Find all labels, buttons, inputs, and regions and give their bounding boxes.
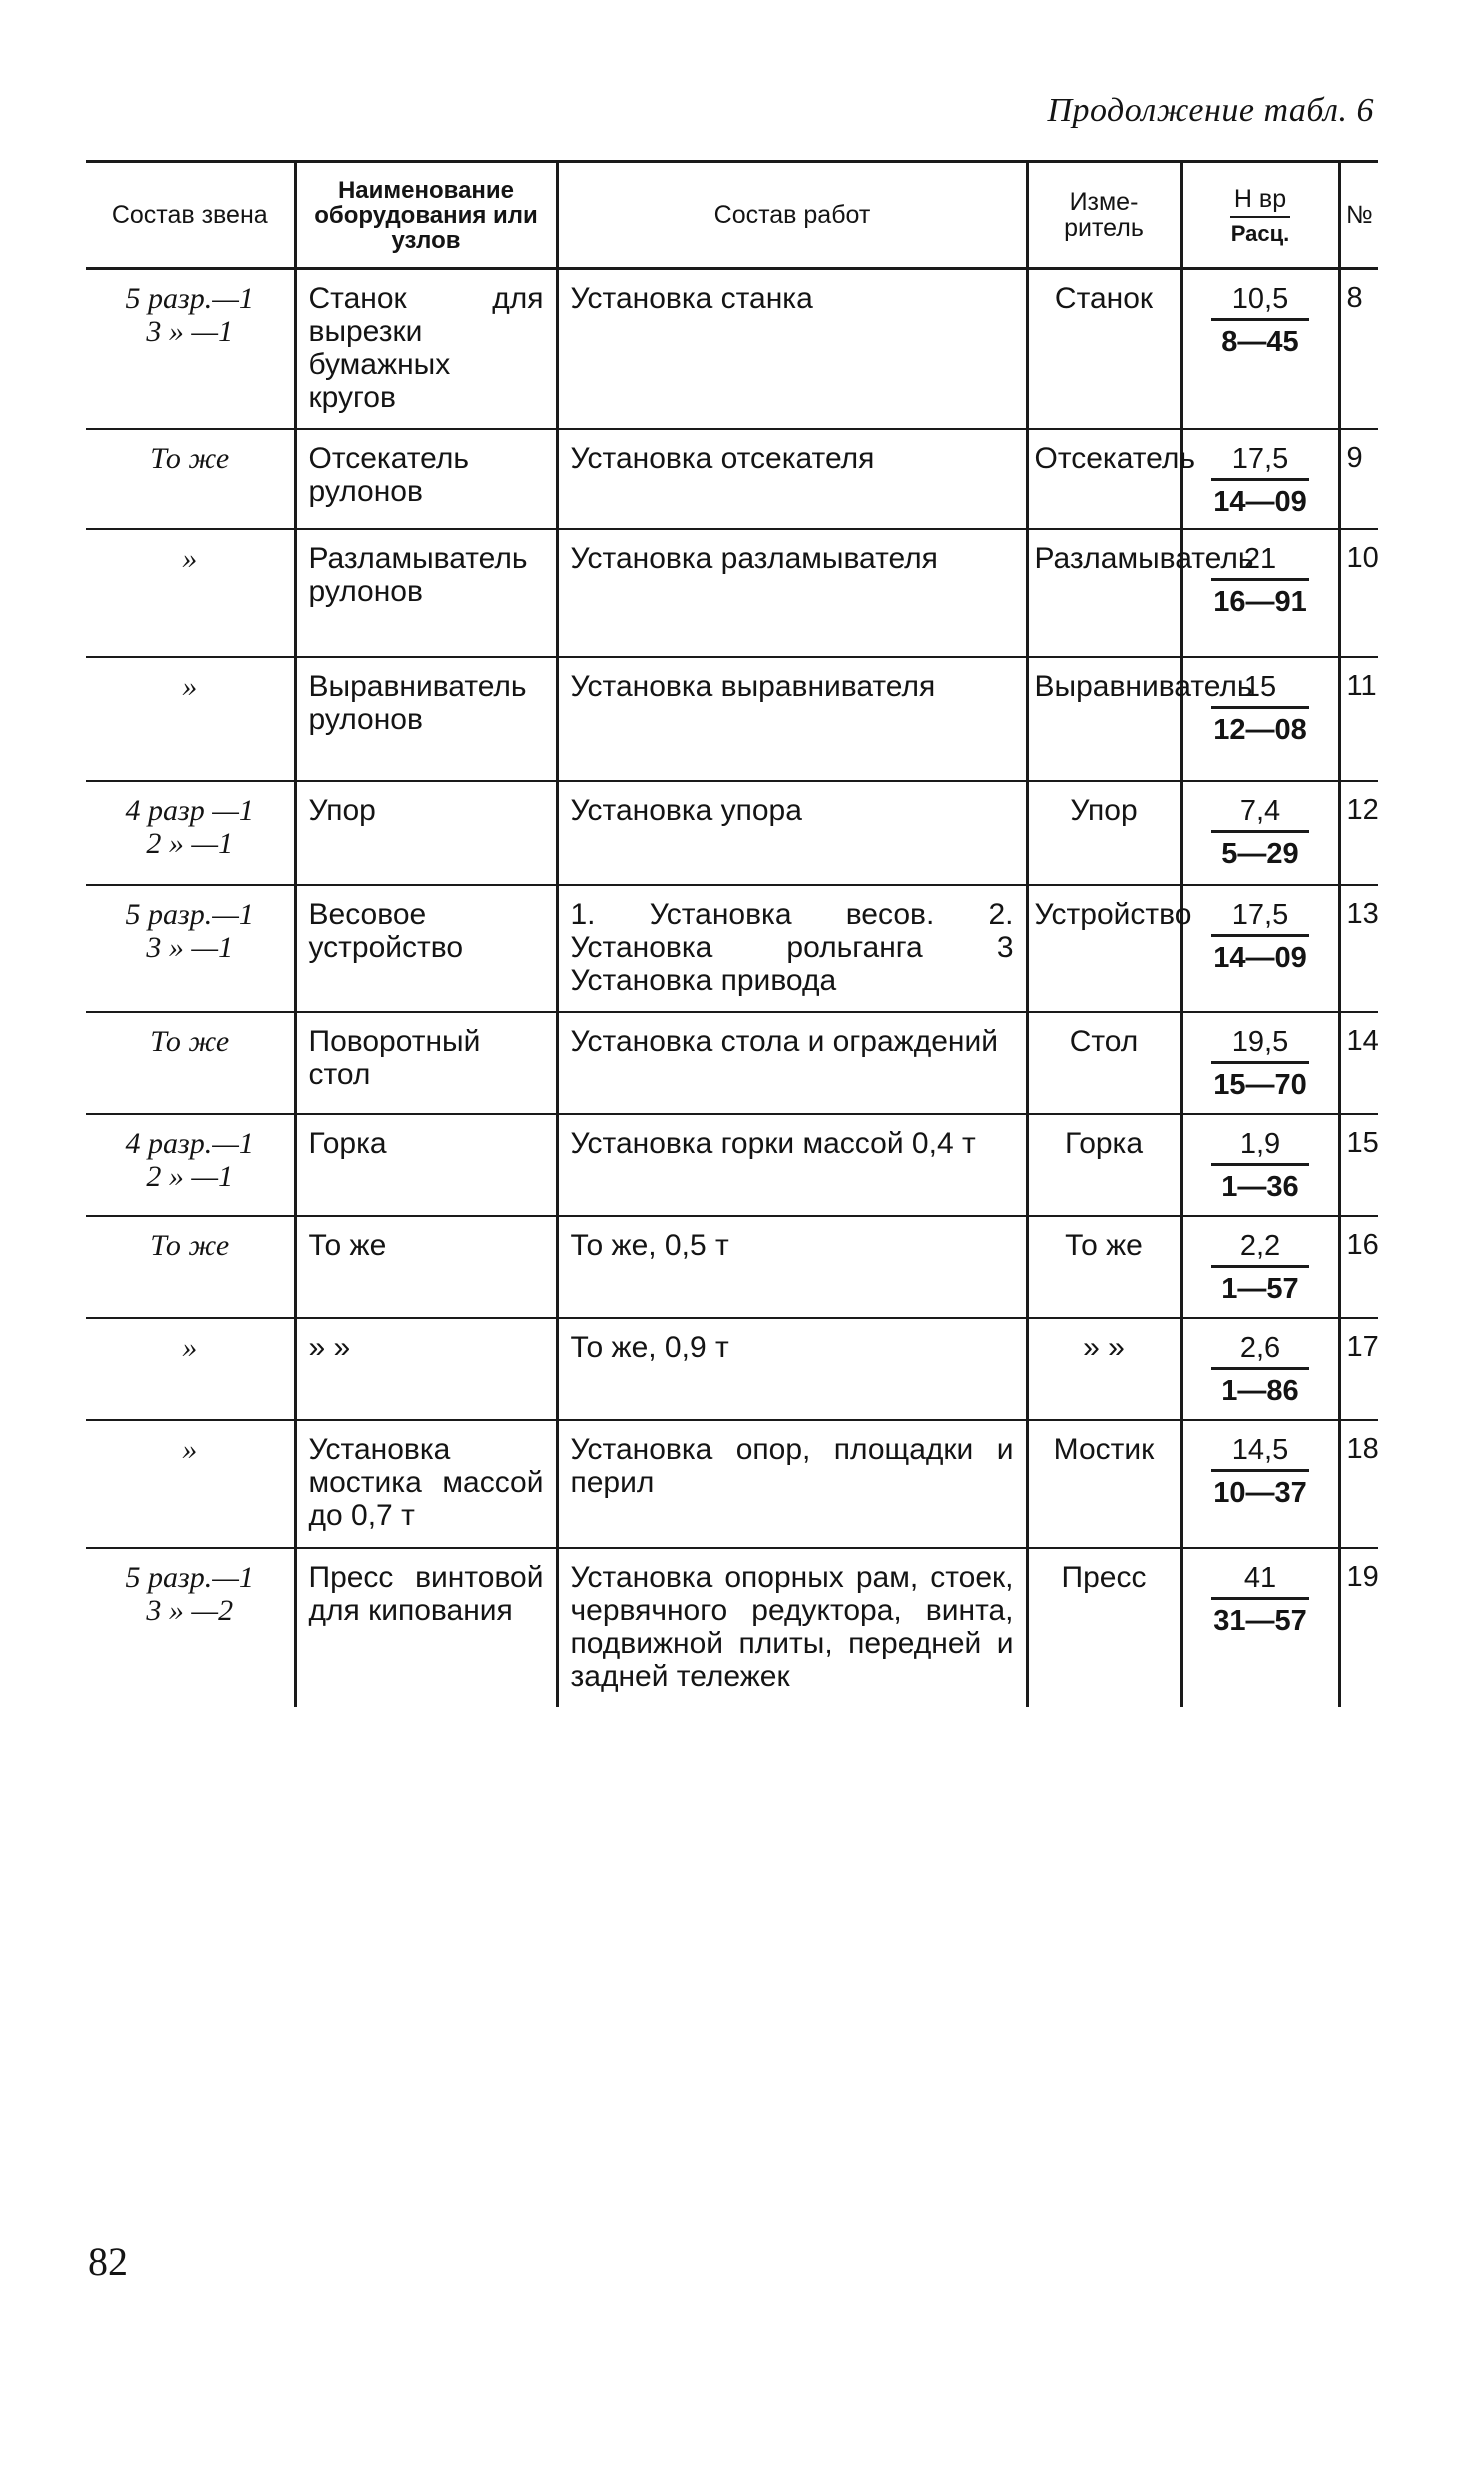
cell-norm xyxy=(1181,1420,1339,1548)
cell-works: Установка разламывателя xyxy=(557,529,1027,657)
rate-value: 15—70 xyxy=(1213,1069,1307,1101)
cell-unit: Выравниватель xyxy=(1027,657,1181,781)
cell-equipment: Весовое устройство xyxy=(295,885,557,1012)
table-body xyxy=(86,269,1378,1708)
table-row xyxy=(86,657,1378,781)
cell-norm xyxy=(1181,781,1339,885)
norm-time-value: 7,4 xyxy=(1211,796,1309,833)
header-unit: Изме-ритель xyxy=(1027,162,1181,269)
header-norm-time: Н вр xyxy=(1230,184,1290,218)
crew-line: 3 » —1 xyxy=(146,315,234,348)
cell-crew xyxy=(86,1216,295,1318)
cell-equipment: Горка xyxy=(295,1114,557,1216)
norm-time-value: 10,5 xyxy=(1211,284,1309,321)
cell-row-number: 11 xyxy=(1339,657,1378,781)
rate-value: 12—08 xyxy=(1213,714,1307,746)
cell-crew xyxy=(86,1318,295,1420)
norm-fraction xyxy=(1211,1333,1309,1406)
cell-unit: Пресс xyxy=(1027,1548,1181,1707)
table-row xyxy=(86,1216,1378,1318)
cell-crew xyxy=(86,885,295,1012)
cell-crew xyxy=(86,1114,295,1216)
cell-unit: То же xyxy=(1027,1216,1181,1318)
crew-line: 5 разр.—1 xyxy=(125,282,254,315)
norms-table-container xyxy=(86,160,1378,1707)
header-works: Состав работ xyxy=(557,162,1027,269)
cell-equipment: Разламыватель рулонов xyxy=(295,529,557,657)
table-header xyxy=(86,162,1378,269)
rate-value: 14—09 xyxy=(1213,486,1307,518)
crew-line: 3 » —2 xyxy=(146,1594,234,1627)
rate-value: 16—91 xyxy=(1213,586,1307,618)
cell-row-number: 18 xyxy=(1339,1420,1378,1548)
cell-row-number: 8 xyxy=(1339,269,1378,430)
cell-row-number: 13 xyxy=(1339,885,1378,1012)
cell-works: Установка стола и ограждений xyxy=(557,1012,1027,1114)
norm-fraction xyxy=(1211,544,1309,617)
header-rate: Расц. xyxy=(1230,220,1290,246)
cell-unit: Стол xyxy=(1027,1012,1181,1114)
crew-line: » xyxy=(182,670,198,703)
crew-line: 4 разр.—1 xyxy=(125,1127,254,1160)
cell-equipment: Станок для вырезки бумажных кругов xyxy=(295,269,557,430)
cell-crew xyxy=(86,1012,295,1114)
cell-norm xyxy=(1181,1548,1339,1707)
crew-line: 2 » —1 xyxy=(146,827,234,860)
rate-value: 1—36 xyxy=(1221,1171,1299,1203)
table-row xyxy=(86,1548,1378,1707)
page-number: 82 xyxy=(88,2239,128,2284)
crew-line: То же xyxy=(150,442,230,475)
norm-time-value: 17,5 xyxy=(1211,900,1309,937)
cell-works: То же, 0,5 т xyxy=(557,1216,1027,1318)
header-crew: Состав звена xyxy=(86,162,295,269)
cell-unit: Устройство xyxy=(1027,885,1181,1012)
crew-line: 4 разр —1 xyxy=(125,794,254,827)
crew-line: 5 разр.—1 xyxy=(125,898,254,931)
norm-fraction xyxy=(1211,284,1309,357)
table-row xyxy=(86,1420,1378,1548)
norm-time-value: 41 xyxy=(1211,1563,1309,1600)
header-num: № xyxy=(1339,162,1378,269)
table-caption: Продолжение табл. 6 xyxy=(1047,92,1374,129)
cell-unit: Мостик xyxy=(1027,1420,1181,1548)
table-row xyxy=(86,781,1378,885)
table-row xyxy=(86,1012,1378,1114)
cell-crew xyxy=(86,657,295,781)
rate-value: 14—09 xyxy=(1213,942,1307,974)
cell-works: Установка упора xyxy=(557,781,1027,885)
cell-crew xyxy=(86,781,295,885)
cell-norm xyxy=(1181,429,1339,529)
crew-line: То же xyxy=(150,1025,230,1058)
cell-equipment: Упор xyxy=(295,781,557,885)
cell-works: То же, 0,9 т xyxy=(557,1318,1027,1420)
rate-value: 8—45 xyxy=(1221,326,1299,358)
norm-fraction xyxy=(1211,1129,1309,1202)
cell-unit: » » xyxy=(1027,1318,1181,1420)
table-row xyxy=(86,885,1378,1012)
cell-unit: Упор xyxy=(1027,781,1181,885)
cell-equipment: Выравниватель рулонов xyxy=(295,657,557,781)
cell-equipment: Пресс винтовой для кипования xyxy=(295,1548,557,1707)
crew-line: То же xyxy=(150,1229,230,1262)
cell-crew xyxy=(86,429,295,529)
cell-crew xyxy=(86,529,295,657)
crew-line: 2 » —1 xyxy=(146,1160,234,1193)
table-row xyxy=(86,529,1378,657)
cell-works: Установка опорных рам, стоек, червячного редуктора, винта, подвижной плиты, передней и задней тележек xyxy=(557,1548,1027,1707)
cell-unit: Отсекатель xyxy=(1027,429,1181,529)
norm-time-value: 15 xyxy=(1211,672,1309,709)
cell-norm xyxy=(1181,269,1339,430)
table-row xyxy=(86,429,1378,529)
cell-works: 1. Установка весов. 2. Установка рольганга 3 Установка привода xyxy=(557,885,1027,1012)
cell-row-number: 15 xyxy=(1339,1114,1378,1216)
rate-value: 5—29 xyxy=(1221,838,1299,870)
table-row xyxy=(86,1318,1378,1420)
norm-time-value: 21 xyxy=(1211,544,1309,581)
cell-equipment: Установка мостика массой до 0,7 т xyxy=(295,1420,557,1548)
table-row xyxy=(86,269,1378,430)
cell-equipment: Поворотный стол xyxy=(295,1012,557,1114)
cell-equipment: » » xyxy=(295,1318,557,1420)
norm-time-value: 2,6 xyxy=(1211,1333,1309,1370)
cell-row-number: 17 xyxy=(1339,1318,1378,1420)
cell-row-number: 10 xyxy=(1339,529,1378,657)
cell-norm xyxy=(1181,1318,1339,1420)
cell-works: Установка горки массой 0,4 т xyxy=(557,1114,1027,1216)
cell-crew xyxy=(86,1420,295,1548)
rate-value: 1—86 xyxy=(1221,1375,1299,1407)
header-equipment: Наименование оборудования или узлов xyxy=(295,162,557,269)
crew-line: » xyxy=(182,542,198,575)
cell-norm xyxy=(1181,885,1339,1012)
norm-fraction xyxy=(1211,1231,1309,1304)
cell-row-number: 9 xyxy=(1339,429,1378,529)
cell-works: Установка выравнивателя xyxy=(557,657,1027,781)
crew-line: » xyxy=(182,1433,198,1466)
cell-row-number: 16 xyxy=(1339,1216,1378,1318)
cell-unit: Станок xyxy=(1027,269,1181,430)
cell-unit: Разламыватель xyxy=(1027,529,1181,657)
rate-value: 10—37 xyxy=(1213,1477,1307,1509)
norm-fraction xyxy=(1211,1435,1309,1508)
crew-line: 3 » —1 xyxy=(146,931,234,964)
cell-crew xyxy=(86,269,295,430)
header-norm xyxy=(1181,162,1339,269)
norm-fraction xyxy=(1211,444,1309,517)
rate-value: 1—57 xyxy=(1221,1273,1299,1305)
norm-fraction xyxy=(1211,900,1309,973)
cell-equipment: То же xyxy=(295,1216,557,1318)
norm-time-value: 17,5 xyxy=(1211,444,1309,481)
norm-time-value: 1,9 xyxy=(1211,1129,1309,1166)
crew-line: 5 разр.—1 xyxy=(125,1561,254,1594)
cell-unit: Горка xyxy=(1027,1114,1181,1216)
cell-works: Установка станка xyxy=(557,269,1027,430)
norms-table xyxy=(86,160,1378,1707)
norm-fraction xyxy=(1211,1563,1309,1636)
norm-time-value: 19,5 xyxy=(1211,1027,1309,1064)
cell-row-number: 14 xyxy=(1339,1012,1378,1114)
norm-fraction xyxy=(1211,1027,1309,1100)
cell-norm xyxy=(1181,1012,1339,1114)
norm-time-value: 14,5 xyxy=(1211,1435,1309,1472)
cell-row-number: 19 xyxy=(1339,1548,1378,1707)
cell-works: Установка опор, площадки и перил xyxy=(557,1420,1027,1548)
norm-fraction xyxy=(1211,672,1309,745)
cell-equipment: Отсекатель рулонов xyxy=(295,429,557,529)
cell-norm xyxy=(1181,1114,1339,1216)
norm-fraction xyxy=(1211,796,1309,869)
cell-crew xyxy=(86,1548,295,1707)
crew-line: » xyxy=(182,1331,198,1364)
table-row xyxy=(86,1114,1378,1216)
norm-time-value: 2,2 xyxy=(1211,1231,1309,1268)
rate-value: 31—57 xyxy=(1213,1605,1307,1637)
cell-row-number: 12 xyxy=(1339,781,1378,885)
cell-works: Установка отсекателя xyxy=(557,429,1027,529)
cell-norm xyxy=(1181,1216,1339,1318)
